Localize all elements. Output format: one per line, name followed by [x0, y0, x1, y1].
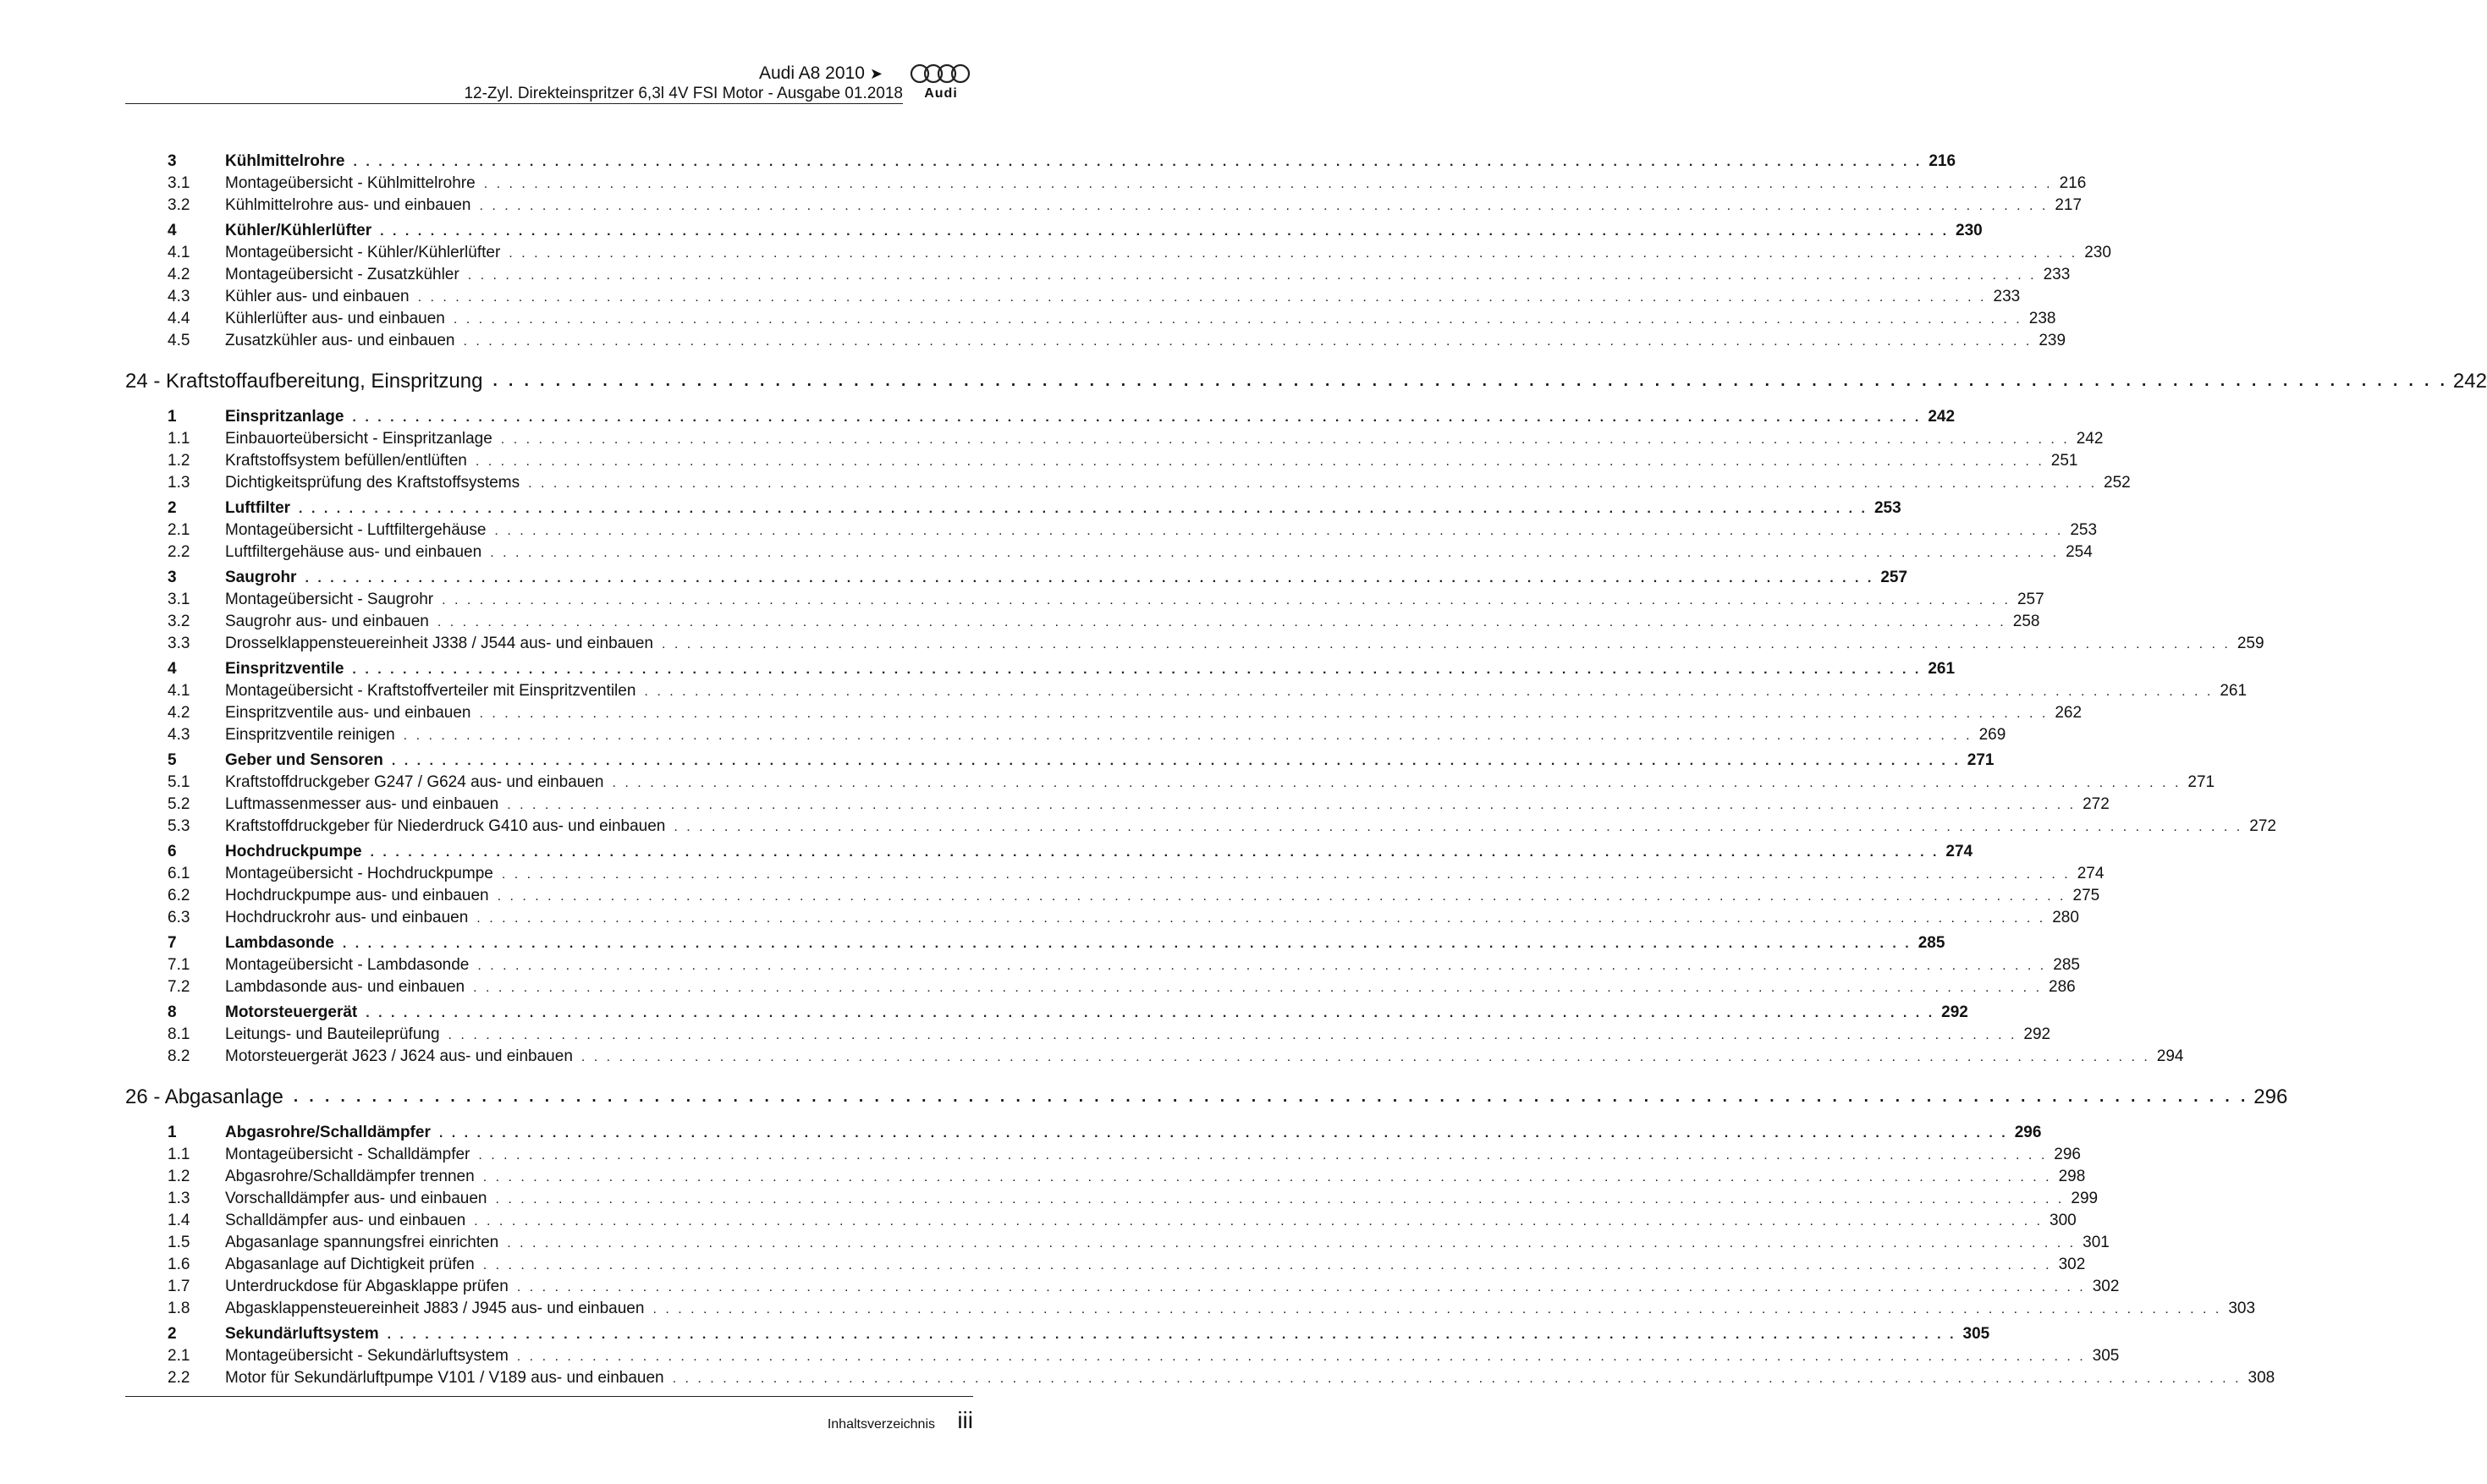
- toc-entry-number: 4.4: [168, 310, 190, 327]
- toc-sub-entry: [125, 680, 2248, 702]
- audi-logo: [909, 63, 973, 102]
- toc-page-number: 271: [2187, 773, 2215, 791]
- toc-entry-number: 3.3: [168, 635, 190, 652]
- toc-entry-title: Einspritzventile aus- und einbauen: [225, 704, 471, 722]
- toc-leader-dots: . . . . . . . . . . . . . . . . . . . . . . . . . . . . . . . . . . . . . . . . . . . . . . . . . . . . . . . . . . . . . . . . . . . . . . . . . . . . . . . . . . . . . . . . . . . . . . . . . . . . . . . . . . . . . . . . . . . . . . . . . . . . .: [652, 1302, 2222, 1316]
- toc-page-number: 286: [2049, 978, 2076, 996]
- toc-entry-title: Abgasrohre/Schalldämpfer: [225, 1124, 431, 1141]
- toc-entry-title: Zusatzkühler aus- und einbauen: [225, 332, 455, 349]
- toc-entry-number: 7.2: [168, 978, 190, 996]
- toc-entry-title: Montageübersicht - Kraftstoffverteiler mit Einspritzventilen: [225, 682, 636, 700]
- toc-sub-entry: [125, 428, 2104, 450]
- toc-page-number: 292: [1941, 1003, 1968, 1021]
- toc-chapter-entry: [125, 932, 1945, 954]
- toc-entry-number: 5.2: [168, 795, 190, 813]
- toc-entry-number: 3.1: [168, 174, 190, 192]
- toc-entry-title: Saugrohr aus- und einbauen: [225, 613, 429, 630]
- toc-page-number: 272: [2249, 817, 2276, 835]
- toc-leader-dots: . . . . . . . . . . . . . . . . . . . . . . . . . . . . . . . . . . . . . . . . . . . . . . . . . . . . . . . . . . . . . . . . . . . . . . . . . . . . . . . . . . . . . . . . . . . . . . . . . . . . . . . . . . . . . . . . . . . . . . . . . . . . .: [476, 911, 2046, 926]
- toc-page-number: 216: [1929, 152, 1956, 170]
- toc-leader-dots: . . . . . . . . . . . . . . . . . . . . . . . . . . . . . . . . . . . . . . . . . . . . . . . . . . . . . . . . . . . . . . . . . . . . . . . . . . . . . . . . . . . . . . . . . . . . . . . . . . . . . . . . . . . . . . . . . . . . . . . . . . . . .: [497, 889, 2066, 904]
- toc-page-number: 285: [2053, 956, 2080, 974]
- toc-page-number: 254: [2066, 543, 2093, 561]
- toc-page-number: 308: [2248, 1369, 2275, 1387]
- toc-entry-number: 2: [168, 1325, 177, 1343]
- toc-entry-title: Leitungs- und Bauteileprüfung: [225, 1025, 440, 1043]
- toc-sub-entry: [125, 1298, 2256, 1320]
- toc-entry-title: Luftmassenmesser aus- und einbauen: [225, 795, 499, 813]
- toc-sub-entry: [125, 976, 2076, 998]
- toc-entry-number: 3.2: [168, 196, 190, 214]
- toc-sub-entry: [125, 589, 2044, 611]
- toc-entry-number: 3: [168, 152, 177, 170]
- toc-page-number: 242: [2452, 370, 2487, 393]
- page-header: [125, 59, 973, 106]
- toc-entry-number: 2.2: [168, 1369, 190, 1387]
- toc-entry-title: Sekundärluftsystem: [225, 1325, 379, 1343]
- toc-page-number: 271: [1967, 751, 1995, 769]
- toc-page-number: 298: [2058, 1168, 2086, 1185]
- toc-entry-number: 8.1: [168, 1025, 190, 1043]
- toc-sub-entry: [125, 954, 2080, 976]
- engine-title: 12-Zyl. Direkteinspritzer 6,3l 4V FSI Motor - Ausgabe 01.2018: [464, 85, 903, 102]
- toc-leader-dots: . . . . . . . . . . . . . . . . . . . . . . . . . . . . . . . . . . . . . . . . . . . . . . . . . . . . . . . . . . . . . . . . . . . . . . . . . . . . . . . . . . . . . . . . . . . . . . . . . . . . . . . . . . . . . . . . . . . . . . . . . . . . .: [479, 706, 2049, 721]
- toc-entry-title: Saugrohr: [225, 569, 297, 586]
- toc-sub-entry: [125, 1144, 2081, 1166]
- toc-sub-entry: [125, 173, 2087, 195]
- toc-sub-entry: [125, 1276, 2120, 1298]
- toc-entry-number: 4.5: [168, 332, 190, 349]
- toc-page-number: 301: [2083, 1234, 2110, 1251]
- toc-page-number: 252: [2104, 474, 2131, 492]
- toc-sub-entry: [125, 1046, 2184, 1068]
- toc-sub-entry: [125, 1367, 2275, 1389]
- toc-entry-title: Unterdruckdose für Abgasklappe prüfen: [225, 1278, 509, 1295]
- toc-page-number: 251: [2050, 452, 2078, 470]
- toc-leader-dots: . . . . . . . . . . . . . . . . . . . . . . . . . . . . . . . . . . . . . . . . . . . . . . . . . . . . . . . . . . . . . . . . . . . . . . . . . . . . . . . . . . . . . . . . . . . . . . . . . . . . . . . . . . . . . . . . . . . . . . . . . . . . .: [490, 546, 2060, 560]
- toc-leader-dots: . . . . . . . . . . . . . . . . . . . . . . . . . . . . . . . . . . . . . . . . . . . . . . . . . . . . . . . . . . . . . . . . . . . . . . . . . . . . . . . . . . . . . . . . . . . . . . . . . . . . . . . . . . . . . . . . . . . . . . . . . . . . .: [482, 1170, 2052, 1184]
- toc-entry-title: Luftfiltergehäuse aus- und einbauen: [225, 543, 482, 561]
- toc-entry-title: Kühlerlüfter aus- und einbauen: [225, 310, 445, 327]
- toc-leader-dots: . . . . . . . . . . . . . . . . . . . . . . . . . . . . . . . . . . . . . . . . . . . . . . . . . . . . . . . . . . . . . . . . . . . . . . . . . . . . . . . . . . . . . . . . . . . . . . . . . . . . . . . . . . . . . . . . . . . . . . . . . . . . .: [342, 937, 1912, 951]
- toc-page-number: 257: [1880, 569, 1908, 586]
- toc-sub-entry: [125, 1254, 2086, 1276]
- toc-entry-number: 7: [168, 934, 177, 952]
- toc-leader-dots: . . . . . . . . . . . . . . . . . . . . . . . . . . . . . . . . . . . . . . . . . . . . . . . . . . . . . . . . . . . . . . . . . . . . . . . . . . . . . . . . . . . . . . . . . . . . . . . . . . . . . . . . . . . . . . . . . . . . . . . . . . . . .: [305, 571, 1874, 585]
- toc-page-number: 272: [2083, 795, 2110, 813]
- toc-entry-title: Luftfilter: [225, 499, 291, 517]
- toc-entry-title: Drosselklappensteuereinheit J338 / J544 aus- und einbauen: [225, 635, 653, 652]
- toc-page-number: 300: [2050, 1212, 2077, 1229]
- toc-entry-number: 4.2: [168, 704, 190, 722]
- toc-leader-dots: . . . . . . . . . . . . . . . . . . . . . . . . . . . . . . . . . . . . . . . . . . . . . . . . . . . . . . . . . . . . . . . . . . . . . . . . . . . . . . . . . . . . . . . . . . . . . . . . . . . . . . . . . . . . . . . . . . . . . . . . . . . . .: [580, 1050, 2150, 1064]
- toc-leader-dots: . . . . . . . . . . . . . . . . . . . . . . . . . . . . . . . . . . . . . . . . . . . . . . . . . . . . . . . . . . . . . . . . . . . . . . . . . . . . . . . . . . . . . . . . . . . . . . . . . . . . . . . . . . . . . . . . . . . . . . . . . . . . .: [507, 798, 2077, 812]
- toc-page-number: 217: [2055, 196, 2083, 214]
- toc-entry-number: 3: [168, 569, 177, 586]
- toc-group-heading: [125, 1076, 2288, 1118]
- toc-chapter-entry: [125, 567, 1908, 589]
- header-rule: [125, 103, 903, 104]
- toc-entry-title: Geber und Sensoren: [225, 751, 383, 769]
- toc-leader-dots: . . . . . . . . . . . . . . . . . . . . . . . . . . . . . . . . . . . . . . . . . . . . . . . . . . . . . . . . . . . . . . . . . . . . . . . . . . . . . . . . . . . . . . . . . . . . . . . . . . . . . . . . . . . . . . . . . . . . . . . . . . . . .: [509, 246, 2078, 261]
- toc-entry-number: 1: [168, 408, 177, 426]
- toc-sub-entry: [125, 1345, 2120, 1367]
- toc-page-number: 233: [2043, 266, 2071, 283]
- toc-leader-dots: . . . . . . . . . . . . . . . . . . . . . . . . . . . . . . . . . . . . . . . . . . . . . . . . . . . . . . . . . . . . . . . . . . . . . . . . . . . . . . . . . . . . . . . . . . . . . . . . . . . . . . . . . . . . . . . . . . . . . . . . . . . . .: [417, 290, 1987, 305]
- footer-rule: [125, 1396, 973, 1397]
- toc-page-number: 296: [2014, 1124, 2042, 1141]
- toc-leader-dots: . . . . . . . . . . . . . . . . . . . . . . . . . . . . . . . . . . . . . . . . . . . . . . . . . . . . . . . . . . . . . . . . . . . . . . . . . . . . . . . . . . . . . . . . . . . . . . . . . . . . . . . . . . . . . . . . . . . . . . . . . . . . .: [293, 1088, 2249, 1106]
- toc-page-number: 305: [1962, 1325, 1990, 1343]
- toc-sub-entry: [125, 450, 2078, 472]
- vehicle-model: [759, 63, 883, 84]
- toc-page-number: 259: [2237, 635, 2264, 652]
- toc-entry-number: 2.1: [168, 1347, 190, 1365]
- toc-entry-title: Montageübersicht - Kühler/Kühlerlüfter: [225, 244, 501, 261]
- toc-page-number: 261: [2220, 682, 2248, 700]
- toc-page-number: 258: [2012, 613, 2040, 630]
- toc-entry-title: Montageübersicht - Zusatzkühler: [225, 266, 459, 283]
- toc-sub-entry: [125, 772, 2215, 794]
- toc-entry-number: 4.1: [168, 244, 190, 261]
- toc-sub-entry: [125, 907, 2079, 929]
- toc-page-number: 239: [2039, 332, 2066, 349]
- toc-page-number: 274: [1945, 843, 1973, 860]
- toc-entry-title: Abgasklappensteuereinheit J883 / J945 aus- und einbauen: [225, 1300, 645, 1317]
- toc-leader-dots: . . . . . . . . . . . . . . . . . . . . . . . . . . . . . . . . . . . . . . . . . . . . . . . . . . . . . . . . . . . . . . . . . . . . . . . . . . . . . . . . . . . . . . . . . . . . . . . . . . . . . . . . . . . . . . . . . . . . . . . . . . . . .: [438, 1126, 2008, 1140]
- toc-page-number: 261: [1928, 660, 1956, 678]
- toc-sub-entry: [125, 885, 2100, 907]
- toc-page-number: 242: [1928, 408, 1956, 426]
- toc-entry-number: 4: [168, 660, 177, 678]
- toc-page-number: 216: [2059, 174, 2087, 192]
- toc-chapter-entry: [125, 841, 1973, 863]
- toc-entry-title: Vorschalldämpfer aus- und einbauen: [225, 1190, 487, 1207]
- toc-leader-dots: . . . . . . . . . . . . . . . . . . . . . . . . . . . . . . . . . . . . . . . . . . . . . . . . . . . . . . . . . . . . . . . . . . . . . . . . . . . . . . . . . . . . . . . . . . . . . . . . . . . . . . . . . . . . . . . . . . . . . . . . . . . . .: [644, 684, 2214, 699]
- page-number: iii: [957, 1407, 973, 1433]
- toc-leader-dots: . . . . . . . . . . . . . . . . . . . . . . . . . . . . . . . . . . . . . . . . . . . . . . . . . . . . . . . . . . . . . . . . . . . . . . . . . . . . . . . . . . . . . . . . . . . . . . . . . . . . . . . . . . . . . . . . . . . . . . . . . . . . .: [478, 1148, 2048, 1162]
- toc-sub-entry: [125, 794, 2110, 816]
- toc-entry-number: 1.3: [168, 474, 190, 492]
- toc-entry-number: 1.7: [168, 1278, 190, 1295]
- table-of-contents: [125, 151, 2487, 1389]
- toc-leader-dots: . . . . . . . . . . . . . . . . . . . . . . . . . . . . . . . . . . . . . . . . . . . . . . . . . . . . . . . . . . . . . . . . . . . . . . . . . . . . . . . . . . . . . . . . . . . . . . . . . . . . . . . . . . . . . . . . . . . . . . . . . . . . .: [437, 615, 2006, 629]
- toc-leader-dots: . . . . . . . . . . . . . . . . . . . . . . . . . . . . . . . . . . . . . . . . . . . . . . . . . . . . . . . . . . . . . . . . . . . . . . . . . . . . . . . . . . . . . . . . . . . . . . . . . . . . . . . . . . . . . . . . . . . . . . . . . . . . .: [391, 754, 1961, 768]
- toc-group-heading: [125, 360, 2487, 403]
- toc-entry-number: 2.1: [168, 521, 190, 539]
- toc-entry-title: Kraftstoffdruckgeber G247 / G624 aus- und einbauen: [225, 773, 604, 791]
- toc-entry-title: Montageübersicht - Saugrohr: [225, 591, 434, 608]
- toc-entry-number: 6.3: [168, 909, 190, 926]
- toc-entry-number: 1.1: [168, 430, 190, 448]
- toc-leader-dots: . . . . . . . . . . . . . . . . . . . . . . . . . . . . . . . . . . . . . . . . . . . . . . . . . . . . . . . . . . . . . . . . . . . . . . . . . . . . . . . . . . . . . . . . . . . . . . . . . . . . . . . . . . . . . . . . . . . . . . . . . . . . .: [370, 845, 1940, 860]
- toc-leader-dots: . . . . . . . . . . . . . . . . . . . . . . . . . . . . . . . . . . . . . . . . . . . . . . . . . . . . . . . . . . . . . . . . . . . . . . . . . . . . . . . . . . . . . . . . . . . . . . . . . . . . . . . . . . . . . . . . . . . . . . . . . . . . .: [482, 1258, 2052, 1272]
- toc-leader-dots: . . . . . . . . . . . . . . . . . . . . . . . . . . . . . . . . . . . . . . . . . . . . . . . . . . . . . . . . . . . . . . . . . . . . . . . . . . . . . . . . . . . . . . . . . . . . . . . . . . . . . . . . . . . . . . . . . . . . . . . . . . . . .: [507, 1236, 2077, 1250]
- toc-leader-dots: . . . . . . . . . . . . . . . . . . . . . . . . . . . . . . . . . . . . . . . . . . . . . . . . . . . . . . . . . . . . . . . . . . . . . . . . . . . . . . . . . . . . . . . . . . . . . . . . . . . . . . . . . . . . . . . . . . . . . . . . . . . . .: [448, 1028, 2017, 1042]
- toc-page-number: 274: [2077, 865, 2105, 882]
- toc-page-number: 269: [1978, 726, 2006, 744]
- toc-chapter-entry: [125, 1323, 1990, 1345]
- toc-page-number: 302: [2092, 1278, 2120, 1295]
- toc-chapter-entry: [125, 151, 1956, 173]
- toc-leader-dots: . . . . . . . . . . . . . . . . . . . . . . . . . . . . . . . . . . . . . . . . . . . . . . . . . . . . . . . . . . . . . . . . . . . . . . . . . . . . . . . . . . . . . . . . . . . . . . . . . . . . . . . . . . . . . . . . . . . . . . . . . . . . .: [473, 981, 2043, 995]
- toc-entry-title: Kraftstoffdruckgeber für Niederdruck G410 aus- und einbauen: [225, 817, 666, 835]
- toc-entry-title: Motor für Sekundärluftpumpe V101 / V189 aus- und einbauen: [225, 1369, 664, 1387]
- toc-entry-number: 4: [168, 222, 177, 239]
- toc-page-number: 296: [2054, 1146, 2081, 1163]
- toc-entry-title: Motorsteuergerät J623 / J624 aus- und einbauen: [225, 1047, 573, 1065]
- toc-sub-entry: [125, 308, 2056, 330]
- toc-entry-title: Kraftstoffsystem befüllen/entlüften: [225, 452, 467, 470]
- toc-entry-number: 1: [168, 1124, 177, 1141]
- toc-leader-dots: . . . . . . . . . . . . . . . . . . . . . . . . . . . . . . . . . . . . . . . . . . . . . . . . . . . . . . . . . . . . . . . . . . . . . . . . . . . . . . . . . . . . . . . . . . . . . . . . . . . . . . . . . . . . . . . . . . . . . . . . . . . . .: [516, 1349, 2086, 1364]
- toc-leader-dots: . . . . . . . . . . . . . . . . . . . . . . . . . . . . . . . . . . . . . . . . . . . . . . . . . . . . . . . . . . . . . . . . . . . . . . . . . . . . . . . . . . . . . . . . . . . . . . . . . . . . . . . . . . . . . . . . . . . . . . . . . . . . .: [479, 199, 2049, 213]
- toc-leader-dots: . . . . . . . . . . . . . . . . . . . . . . . . . . . . . . . . . . . . . . . . . . . . . . . . . . . . . . . . . . . . . . . . . . . . . . . . . . . . . . . . . . . . . . . . . . . . . . . . . . . . . . . . . . . . . . . . . . . . . . . . . . . . .: [501, 867, 2071, 882]
- toc-chapter-entry: [125, 497, 1901, 519]
- toc-sub-entry: [125, 242, 2111, 264]
- toc-entry-number: 5.3: [168, 817, 190, 835]
- toc-sub-entry: [125, 1210, 2077, 1232]
- toc-entry-number: 2.2: [168, 543, 190, 561]
- toc-sub-entry: [125, 472, 2131, 494]
- toc-entry-title: Abgasanlage auf Dichtigkeit prüfen: [225, 1256, 475, 1273]
- toc-entry-title: Einbauorteübersicht - Einspritzanlage: [225, 430, 492, 448]
- toc-sub-entry: [125, 541, 2093, 563]
- toc-entry-number: 3.2: [168, 613, 190, 630]
- toc-sub-entry: [125, 611, 2040, 633]
- toc-entry-number: 1.1: [168, 1146, 190, 1163]
- toc-entry-title: Hochdruckrohr aus- und einbauen: [225, 909, 469, 926]
- toc-entry-number: 1.5: [168, 1234, 190, 1251]
- toc-page-number: 292: [2023, 1025, 2051, 1043]
- toc-chapter-entry: [125, 406, 1956, 428]
- toc-page-number: 285: [1918, 934, 1945, 952]
- toc-leader-dots: . . . . . . . . . . . . . . . . . . . . . . . . . . . . . . . . . . . . . . . . . . . . . . . . . . . . . . . . . . . . . . . . . . . . . . . . . . . . . . . . . . . . . . . . . . . . . . . . . . . . . . . . . . . . . . . . . . . . . . . . . . . . .: [299, 502, 1868, 516]
- toc-sub-entry: [125, 1024, 2051, 1046]
- toc-entry-number: 7.1: [168, 956, 190, 974]
- toc-entry-title: Schalldämpfer aus- und einbauen: [225, 1212, 466, 1229]
- toc-entry-number: 3.1: [168, 591, 190, 608]
- toc-sub-entry: [125, 286, 2021, 308]
- toc-leader-dots: . . . . . . . . . . . . . . . . . . . . . . . . . . . . . . . . . . . . . . . . . . . . . . . . . . . . . . . . . . . . . . . . . . . . . . . . . . . . . . . . . . . . . . . . . . . . . . . . . . . . . . . . . . . . . . . . . . . . . . . . . . . . .: [474, 1214, 2044, 1228]
- toc-page-number: 233: [1993, 288, 2021, 305]
- toc-entry-number: 8.2: [168, 1047, 190, 1065]
- toc-entry-title: Kühlmittelrohre aus- und einbauen: [225, 196, 471, 214]
- toc-leader-dots: . . . . . . . . . . . . . . . . . . . . . . . . . . . . . . . . . . . . . . . . . . . . . . . . . . . . . . . . . . . . . . . . . . . . . . . . . . . . . . . . . . . . . . . . . . . . . . . . . . . . . . . . . . . . . . . . . . . . . . . . . . . . .: [672, 1371, 2242, 1386]
- toc-chapter-entry: [125, 658, 1956, 680]
- toc-sub-entry: [125, 724, 2006, 746]
- toc-entry-number: 1.4: [168, 1212, 190, 1229]
- toc-entry-title: Lambdasonde: [225, 934, 334, 952]
- toc-entry-title: Montageübersicht - Lambdasonde: [225, 956, 470, 974]
- toc-leader-dots: . . . . . . . . . . . . . . . . . . . . . . . . . . . . . . . . . . . . . . . . . . . . . . . . . . . . . . . . . . . . . . . . . . . . . . . . . . . . . . . . . . . . . . . . . . . . . . . . . . . . . . . . . . . . . . . . . . . . . . . . . . . . .: [387, 1327, 1956, 1342]
- toc-sub-entry: [125, 519, 2098, 541]
- toc-leader-dots: . . . . . . . . . . . . . . . . . . . . . . . . . . . . . . . . . . . . . . . . . . . . . . . . . . . . . . . . . . . . . . . . . . . . . . . . . . . . . . . . . . . . . . . . . . . . . . . . . . . . . . . . . . . . . . . . . . . . . . . . . . . . .: [352, 410, 1922, 425]
- toc-page-number: 262: [2055, 704, 2083, 722]
- toc-leader-dots: . . . . . . . . . . . . . . . . . . . . . . . . . . . . . . . . . . . . . . . . . . . . . . . . . . . . . . . . . . . . . . . . . . . . . . . . . . . . . . . . . . . . . . . . . . . . . . . . . . . . . . . . . . . . . . . . . . . . . . . . . . . . .: [463, 334, 2033, 349]
- toc-sub-entry: [125, 330, 2066, 352]
- toc-page-number: 294: [2156, 1047, 2184, 1065]
- toc-entry-title: Hochdruckpumpe aus- und einbauen: [225, 887, 489, 904]
- toc-entry-title: Kühlmittelrohre: [225, 152, 345, 170]
- toc-entry-title: Montageübersicht - Luftfiltergehäuse: [225, 521, 487, 539]
- toc-entry-number: 4.2: [168, 266, 190, 283]
- toc-leader-dots: . . . . . . . . . . . . . . . . . . . . . . . . . . . . . . . . . . . . . . . . . . . . . . . . . . . . . . . . . . . . . . . . . . . . . . . . . . . . . . . . . . . . . . . . . . . . . . . . . . . . . . . . . . . . . . . . . . . . . . . . . . . . .: [516, 1280, 2086, 1294]
- toc-entry-title: Abgasrohre/Schalldämpfer trennen: [225, 1168, 475, 1185]
- toc-entry-number: 5.1: [168, 773, 190, 791]
- toc-leader-dots: . . . . . . . . . . . . . . . . . . . . . . . . . . . . . . . . . . . . . . . . . . . . . . . . . . . . . . . . . . . . . . . . . . . . . . . . . . . . . . . . . . . . . . . . . . . . . . . . . . . . . . . . . . . . . . . . . . . . . . . . . . . . .: [492, 372, 2448, 390]
- toc-chapter-entry: [125, 1122, 2042, 1144]
- toc-sub-entry: [125, 264, 2071, 286]
- toc-chapter-entry: [125, 1002, 1968, 1024]
- toc-leader-dots: . . . . . . . . . . . . . . . . . . . . . . . . . . . . . . . . . . . . . . . . . . . . . . . . . . . . . . . . . . . . . . . . . . . . . . . . . . . . . . . . . . . . . . . . . . . . . . . . . . . . . . . . . . . . . . . . . . . . . . . . . . . . .: [380, 224, 1950, 239]
- toc-entry-title: Einspritzanlage: [225, 408, 344, 426]
- toc-chapter-entry: [125, 750, 1995, 772]
- toc-page-number: 230: [2084, 244, 2111, 261]
- toc-leader-dots: . . . . . . . . . . . . . . . . . . . . . . . . . . . . . . . . . . . . . . . . . . . . . . . . . . . . . . . . . . . . . . . . . . . . . . . . . . . . . . . . . . . . . . . . . . . . . . . . . . . . . . . . . . . . . . . . . . . . . . . . . . . . .: [453, 312, 2022, 327]
- toc-page-number: 253: [1874, 499, 1901, 517]
- toc-entry-number: 2: [168, 499, 177, 517]
- toc-leader-dots: . . . . . . . . . . . . . . . . . . . . . . . . . . . . . . . . . . . . . . . . . . . . . . . . . . . . . . . . . . . . . . . . . . . . . . . . . . . . . . . . . . . . . . . . . . . . . . . . . . . . . . . . . . . . . . . . . . . . . . . . . . . . .: [528, 476, 2098, 491]
- toc-entry-number: 6.1: [168, 865, 190, 882]
- toc-page-number: 242: [2076, 430, 2104, 448]
- toc-entry-title: Montageübersicht - Hochdruckpumpe: [225, 865, 493, 882]
- toc-entry-title: Lambdasonde aus- und einbauen: [225, 978, 465, 996]
- audi-rings-icon: [909, 63, 973, 85]
- toc-entry-number: 4.1: [168, 682, 190, 700]
- footer-label: Inhaltsverzeichnis: [827, 1417, 935, 1432]
- toc-leader-dots: . . . . . . . . . . . . . . . . . . . . . . . . . . . . . . . . . . . . . . . . . . . . . . . . . . . . . . . . . . . . . . . . . . . . . . . . . . . . . . . . . . . . . . . . . . . . . . . . . . . . . . . . . . . . . . . . . . . . . . . . . . . . .: [467, 268, 2037, 283]
- toc-entry-title: Montageübersicht - Sekundärluftsystem: [225, 1347, 509, 1365]
- toc-entry-number: 4.3: [168, 726, 190, 744]
- toc-page-number: 230: [1956, 222, 1983, 239]
- toc-sub-entry: [125, 1188, 2099, 1210]
- toc-leader-dots: . . . . . . . . . . . . . . . . . . . . . . . . . . . . . . . . . . . . . . . . . . . . . . . . . . . . . . . . . . . . . . . . . . . . . . . . . . . . . . . . . . . . . . . . . . . . . . . . . . . . . . . . . . . . . . . . . . . . . . . . . . . . .: [674, 820, 2243, 834]
- toc-page-number: 275: [2072, 887, 2100, 904]
- toc-leader-dots: . . . . . . . . . . . . . . . . . . . . . . . . . . . . . . . . . . . . . . . . . . . . . . . . . . . . . . . . . . . . . . . . . . . . . . . . . . . . . . . . . . . . . . . . . . . . . . . . . . . . . . . . . . . . . . . . . . . . . . . . . . . . .: [494, 524, 2064, 538]
- toc-leader-dots: . . . . . . . . . . . . . . . . . . . . . . . . . . . . . . . . . . . . . . . . . . . . . . . . . . . . . . . . . . . . . . . . . . . . . . . . . . . . . . . . . . . . . . . . . . . . . . . . . . . . . . . . . . . . . . . . . . . . . . . . . . . . .: [612, 776, 2182, 790]
- toc-entry-title: Einspritzventile reinigen: [225, 726, 395, 744]
- toc-leader-dots: . . . . . . . . . . . . . . . . . . . . . . . . . . . . . . . . . . . . . . . . . . . . . . . . . . . . . . . . . . . . . . . . . . . . . . . . . . . . . . . . . . . . . . . . . . . . . . . . . . . . . . . . . . . . . . . . . . . . . . . . . . . . .: [495, 1192, 2065, 1206]
- toc-sub-entry: [125, 816, 2276, 838]
- toc-leader-dots: . . . . . . . . . . . . . . . . . . . . . . . . . . . . . . . . . . . . . . . . . . . . . . . . . . . . . . . . . . . . . . . . . . . . . . . . . . . . . . . . . . . . . . . . . . . . . . . . . . . . . . . . . . . . . . . . . . . . . . . . . . . . .: [661, 637, 2231, 651]
- toc-sub-entry: [125, 1232, 2110, 1254]
- toc-sub-entry: [125, 1166, 2086, 1188]
- toc-page-number: 303: [2228, 1300, 2256, 1317]
- toc-sub-entry: [125, 633, 2264, 655]
- toc-entry-number: 8: [168, 1003, 177, 1021]
- toc-leader-dots: . . . . . . . . . . . . . . . . . . . . . . . . . . . . . . . . . . . . . . . . . . . . . . . . . . . . . . . . . . . . . . . . . . . . . . . . . . . . . . . . . . . . . . . . . . . . . . . . . . . . . . . . . . . . . . . . . . . . . . . . . . . . .: [483, 177, 2053, 191]
- toc-sub-entry: [125, 195, 2083, 217]
- toc-entry-title: Abgasanlage spannungsfrei einrichten: [225, 1234, 499, 1251]
- toc-page-number: 299: [2071, 1190, 2099, 1207]
- toc-group-title: 24 - Kraftstoffaufbereitung, Einspritzung: [125, 370, 483, 393]
- toc-entry-title: Kühler aus- und einbauen: [225, 288, 410, 305]
- toc-entry-number: 1.2: [168, 1168, 190, 1185]
- toc-leader-dots: . . . . . . . . . . . . . . . . . . . . . . . . . . . . . . . . . . . . . . . . . . . . . . . . . . . . . . . . . . . . . . . . . . . . . . . . . . . . . . . . . . . . . . . . . . . . . . . . . . . . . . . . . . . . . . . . . . . . . . . . . . . . .: [500, 432, 2070, 447]
- toc-sub-entry: [125, 863, 2105, 885]
- toc-page-number: 253: [2070, 521, 2098, 539]
- toc-entry-number: 4.3: [168, 288, 190, 305]
- toc-page-number: 296: [2253, 1086, 2288, 1108]
- toc-page-number: 305: [2092, 1347, 2120, 1365]
- page-footer: [125, 1396, 973, 1438]
- toc-entry-number: 6.2: [168, 887, 190, 904]
- toc-page-number: 238: [2028, 310, 2056, 327]
- toc-entry-title: Motorsteuergerät: [225, 1003, 358, 1021]
- toc-leader-dots: . . . . . . . . . . . . . . . . . . . . . . . . . . . . . . . . . . . . . . . . . . . . . . . . . . . . . . . . . . . . . . . . . . . . . . . . . . . . . . . . . . . . . . . . . . . . . . . . . . . . . . . . . . . . . . . . . . . . . . . . . . . . .: [442, 593, 2011, 607]
- toc-leader-dots: . . . . . . . . . . . . . . . . . . . . . . . . . . . . . . . . . . . . . . . . . . . . . . . . . . . . . . . . . . . . . . . . . . . . . . . . . . . . . . . . . . . . . . . . . . . . . . . . . . . . . . . . . . . . . . . . . . . . . . . . . . . . .: [353, 155, 1923, 169]
- toc-entry-number: 1.8: [168, 1300, 190, 1317]
- toc-leader-dots: . . . . . . . . . . . . . . . . . . . . . . . . . . . . . . . . . . . . . . . . . . . . . . . . . . . . . . . . . . . . . . . . . . . . . . . . . . . . . . . . . . . . . . . . . . . . . . . . . . . . . . . . . . . . . . . . . . . . . . . . . . . . .: [352, 662, 1922, 677]
- toc-sub-entry: [125, 702, 2083, 724]
- toc-leader-dots: . . . . . . . . . . . . . . . . . . . . . . . . . . . . . . . . . . . . . . . . . . . . . . . . . . . . . . . . . . . . . . . . . . . . . . . . . . . . . . . . . . . . . . . . . . . . . . . . . . . . . . . . . . . . . . . . . . . . . . . . . . . . .: [475, 454, 2044, 469]
- toc-page-number: 280: [2052, 909, 2079, 926]
- toc-entry-title: Dichtigkeitsprüfung des Kraftstoffsystems: [225, 474, 520, 492]
- vehicle-model-text: Audi A8 2010: [758, 63, 865, 83]
- toc-entry-number: 1.2: [168, 452, 190, 470]
- toc-entry-number: 1.3: [168, 1190, 190, 1207]
- toc-entry-title: Hochdruckpumpe: [225, 843, 362, 860]
- toc-entry-number: 6: [168, 843, 177, 860]
- toc-entry-title: Montageübersicht - Schalldämpfer: [225, 1146, 470, 1163]
- toc-entry-number: 1.6: [168, 1256, 190, 1273]
- audi-logo-text: Audi: [924, 86, 958, 101]
- toc-group-title: 26 - Abgasanlage: [125, 1086, 283, 1108]
- toc-leader-dots: . . . . . . . . . . . . . . . . . . . . . . . . . . . . . . . . . . . . . . . . . . . . . . . . . . . . . . . . . . . . . . . . . . . . . . . . . . . . . . . . . . . . . . . . . . . . . . . . . . . . . . . . . . . . . . . . . . . . . . . . . . . . .: [477, 959, 2047, 973]
- toc-page-number: 302: [2058, 1256, 2086, 1273]
- arrow-right-icon: ➤: [869, 65, 883, 82]
- toc-entry-title: Einspritzventile: [225, 660, 344, 678]
- toc-page-number: 257: [2017, 591, 2044, 608]
- toc-leader-dots: . . . . . . . . . . . . . . . . . . . . . . . . . . . . . . . . . . . . . . . . . . . . . . . . . . . . . . . . . . . . . . . . . . . . . . . . . . . . . . . . . . . . . . . . . . . . . . . . . . . . . . . . . . . . . . . . . . . . . . . . . . . . .: [403, 728, 1973, 743]
- toc-leader-dots: . . . . . . . . . . . . . . . . . . . . . . . . . . . . . . . . . . . . . . . . . . . . . . . . . . . . . . . . . . . . . . . . . . . . . . . . . . . . . . . . . . . . . . . . . . . . . . . . . . . . . . . . . . . . . . . . . . . . . . . . . . . . .: [366, 1006, 1935, 1020]
- toc-entry-title: Montageübersicht - Kühlmittelrohre: [225, 174, 476, 192]
- toc-chapter-entry: [125, 220, 1983, 242]
- toc-entry-number: 5: [168, 751, 177, 769]
- toc-entry-title: Kühler/Kühlerlüfter: [225, 222, 372, 239]
